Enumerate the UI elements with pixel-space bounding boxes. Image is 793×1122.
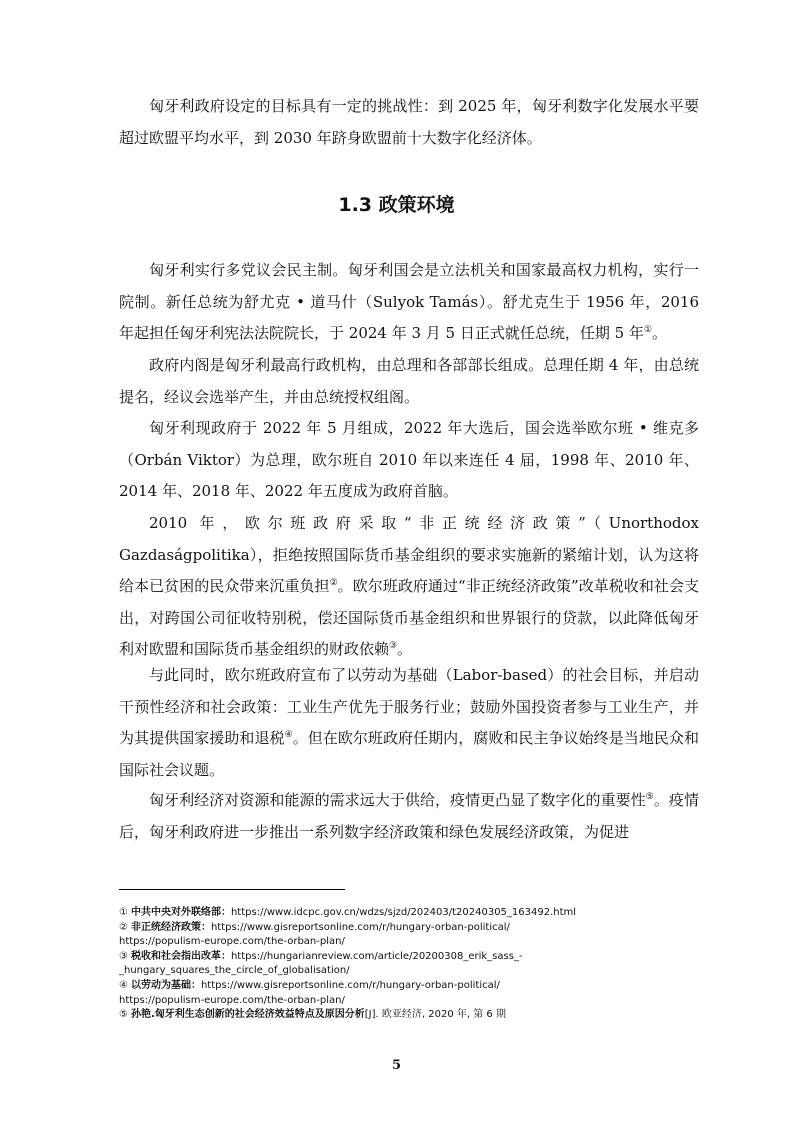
page-number: 5: [391, 1058, 402, 1073]
footnote-4-continued: [119, 994, 719, 1009]
section-heading: 1.3 政策环境: [338, 194, 455, 216]
footnote-2: [119, 921, 719, 936]
footnote-4: [119, 979, 719, 994]
footnote-divider: [119, 889, 345, 890]
footnote-mark: ⑤: [119, 1009, 128, 1021]
footnote-mark: ③: [119, 950, 128, 962]
footnote-ref-4[interactable]: ④: [284, 730, 293, 740]
paragraph-text: 。欧尔班政府通过“非正统经济政策”改革税收和社会支出，对跨国公司征收特别税，偿还国际货币基金组织和世界银行的贷款，以此降低匈牙利对欧盟和国际货币基金组织的财政依赖: [119, 577, 699, 658]
footnote-ref-5[interactable]: ⑤: [645, 792, 654, 802]
footnote-label: 非正统经济政策：: [130, 921, 211, 933]
footnote-url[interactable]: https://hungarianreview.com/article/20200308_erik_sass_-: [230, 950, 523, 962]
footnote-label: 孙艳.匈牙利生态创新的社会经济效益特点及原因分析: [130, 1009, 365, 1021]
footnote-label: 以劳动为基础：: [130, 979, 201, 991]
paragraph-digitalization: [119, 785, 699, 848]
footnote-ref-3[interactable]: ③: [389, 641, 398, 651]
footnote-1: [119, 906, 719, 921]
paragraph-cabinet: [119, 350, 699, 413]
footnote-url[interactable]: https://www.gisreportsonline.com/r/hungary-orban-political/: [200, 979, 500, 991]
footnote-url[interactable]: _hungary_squares_the_circle_of_globalisation/: [119, 965, 350, 977]
footnote-mark: ④: [119, 979, 128, 991]
paragraph-political-system: [119, 255, 699, 350]
footnote-label: 税收和社会指出改革：: [130, 950, 231, 962]
footnote-url[interactable]: https://populism-europe.com/the-orban-plan/: [119, 994, 345, 1006]
footnote-mark: ①: [119, 907, 128, 918]
paragraph-text: 。但在欧尔班政府任期内，腐败和民主争议始终是当地民众和国际社会议题。: [119, 729, 699, 779]
paragraph-text: 。: [397, 640, 413, 658]
footnote-citation: [J]. 欧亚经济, 2020 年, 第 6 期: [364, 1009, 506, 1021]
paragraph-text: 匈牙利经济对资源和能源的需求远大于供给，疫情更凸显了数字化的重要性: [149, 791, 646, 809]
paragraph-current-government: [119, 413, 699, 508]
paragraph-unorthodox-policy: [119, 508, 699, 666]
paragraph-text: 2010 年，欧尔班政府采取“非正统经济政策”（Unorthodox Gazdaságpolitika），拒绝按照国际货币基金组织的要求实施新的紧缩计划，认为这将给本已贫困的民众带来沉重负担: [119, 514, 699, 595]
footnote-mark: ②: [119, 921, 128, 933]
footnote-label: 中共中央对外联络部：: [130, 907, 231, 918]
footnote-3: [119, 950, 719, 965]
footnote-5: [119, 1008, 719, 1023]
paragraph-text: 。疫情后，匈牙利政府进一步推出一系列数字经济政策和绿色发展经济政策，为促进: [119, 791, 699, 841]
paragraph-text: 匈牙利现政府于 2022 年 5 月组成，2022 年大选后，国会选举欧尔班 • 维克多（Orbán Viktor）为总理，欧尔班自 2010 年以来连任 4 届，1998 年、2010 年、2014 年、2018 年、2022 年五度成为政府首脑。: [119, 419, 699, 500]
paragraph-text: 与此同时，欧尔班政府宣布了以劳动为基础（Labor-based）的社会目标，并启动干预性经济和社会政策：工业生产优先于服务行业；鼓励外国投资者参与工业生产，并为其提供国家援助和退税: [119, 666, 699, 747]
footnotes: [119, 906, 719, 1023]
intro-paragraph: [119, 91, 699, 154]
paragraph-text: 。: [652, 324, 668, 342]
footnote-url[interactable]: https://www.idcpc.gov.cn/wdzs/sjzd/202403/t20240305_163492.html: [230, 907, 577, 918]
paragraph-text: 政府内阁是匈牙利最高行政机构，由总理和各部部长组成。总理任期 4 年，由总统提名，经议会选举产生，并由总统授权组阁。: [119, 356, 699, 406]
paragraph-labor-based: [119, 660, 699, 786]
paragraph-text: 匈牙利政府设定的目标具有一定的挑战性：到 2025 年，匈牙利数字化发展水平要超过欧盟平均水平，到 2030 年跻身欧盟前十大数字化经济体。: [119, 97, 699, 147]
footnote-ref-1[interactable]: ①: [643, 325, 653, 335]
paragraph-text: 匈牙利实行多党议会民主制。匈牙利国会是立法机关和国家最高权力机构，实行一院制。新任总统为舒尤克 • 道马什（Sulyok Tamás）。舒尤克生于 1956 年，2016 年起担任匈牙利宪法法院院长，于 2024 年 3 月 5 日正式就任总统，任期 5 年: [119, 261, 699, 342]
footnote-url[interactable]: https://www.gisreportsonline.com/r/hungary-orban-political/: [210, 921, 510, 933]
footnote-ref-2[interactable]: ②: [329, 578, 338, 588]
footnote-2-continued: [119, 935, 719, 950]
footnote-3-continued: [119, 964, 719, 979]
footnote-url[interactable]: https://populism-europe.com/the-orban-plan/: [119, 936, 345, 948]
